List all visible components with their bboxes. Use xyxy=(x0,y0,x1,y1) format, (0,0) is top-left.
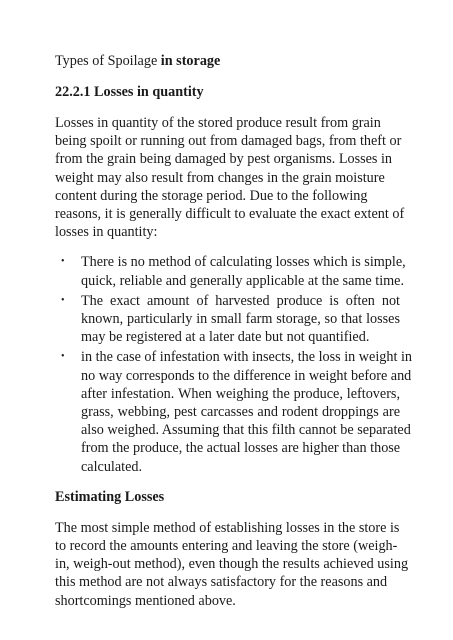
paragraph-line: to record the amounts entering and leaving the store (weigh- xyxy=(55,538,398,555)
paragraph-line: shortcomings mentioned above. xyxy=(55,592,236,609)
bullet-dot-icon: • xyxy=(61,294,65,306)
bullet-line: The exact amount of harvested produce is often not xyxy=(81,292,400,309)
paragraph-line: weight may also result from changes in the grain moisture xyxy=(55,169,385,186)
paragraph-line: content during the storage period. Due to the following xyxy=(55,187,368,204)
bullet-line: quick, reliable and generally applicable at the same time. xyxy=(81,272,405,289)
paragraph-line: losses in quantity: xyxy=(55,224,158,241)
bullet-line: grass, webbing, pest carcasses and rodent droppings are xyxy=(81,404,400,421)
bullet-dot-icon: • xyxy=(61,351,65,363)
bullet-item-infestation xyxy=(55,348,412,475)
bullet-item-exact-amount xyxy=(55,292,400,347)
bullet-line: calculated. xyxy=(81,458,143,475)
paragraph-line: in, weigh-out method), even though the results achieved using xyxy=(55,556,409,573)
paragraph-estimating-losses xyxy=(55,519,409,610)
paragraph-line: The most simple method of establishing losses in the store is xyxy=(55,519,400,536)
document-title xyxy=(55,52,400,70)
bullet-line: also weighed. Assuming that this filth cannot be separated xyxy=(81,422,411,439)
bullet-line: known, particularly in small farm storage, so that losses xyxy=(81,311,400,328)
paragraph-line: Losses in quantity of the stored produce result from grain xyxy=(55,115,381,131)
bullet-line: may be registered at a later date but not quantified. xyxy=(81,329,370,346)
paragraph-line: reasons, it is generally difficult to evaluate the exact extent of xyxy=(55,206,405,223)
bullet-list-reasons xyxy=(55,253,412,475)
document-page xyxy=(55,52,412,622)
paragraph-line: this method are not always satisfactory for the reasons and xyxy=(55,574,388,591)
bullet-line: after infestation. When weighing the produce, leftovers, xyxy=(81,385,400,402)
paragraph-line: being spoilt or running out from damaged bags, from theft or xyxy=(55,133,402,150)
paragraph-line: from the grain being damaged by pest organisms. Losses in xyxy=(55,151,393,168)
bullet-item-no-method xyxy=(55,253,406,289)
paragraph-losses-in-quantity xyxy=(55,114,405,241)
section-heading-losses-in-quantity: 22.2.1 Losses in quantity xyxy=(55,84,204,100)
bullet-line: from the produce, the actual losses are higher than those xyxy=(81,440,401,457)
bullet-line: in the case of infestation with insects, the loss in weight in xyxy=(81,349,412,366)
bullet-line: no way corresponds to the difference in weight before and xyxy=(81,367,412,384)
title-bold: in storage xyxy=(160,53,221,69)
bullet-dot-icon: • xyxy=(61,256,65,268)
title-prefix: Types of Spoilage xyxy=(55,53,161,69)
bullet-line: There is no method of calculating losses which is simple, xyxy=(81,254,406,271)
section-heading-estimating-losses: Estimating Losses xyxy=(55,488,165,505)
